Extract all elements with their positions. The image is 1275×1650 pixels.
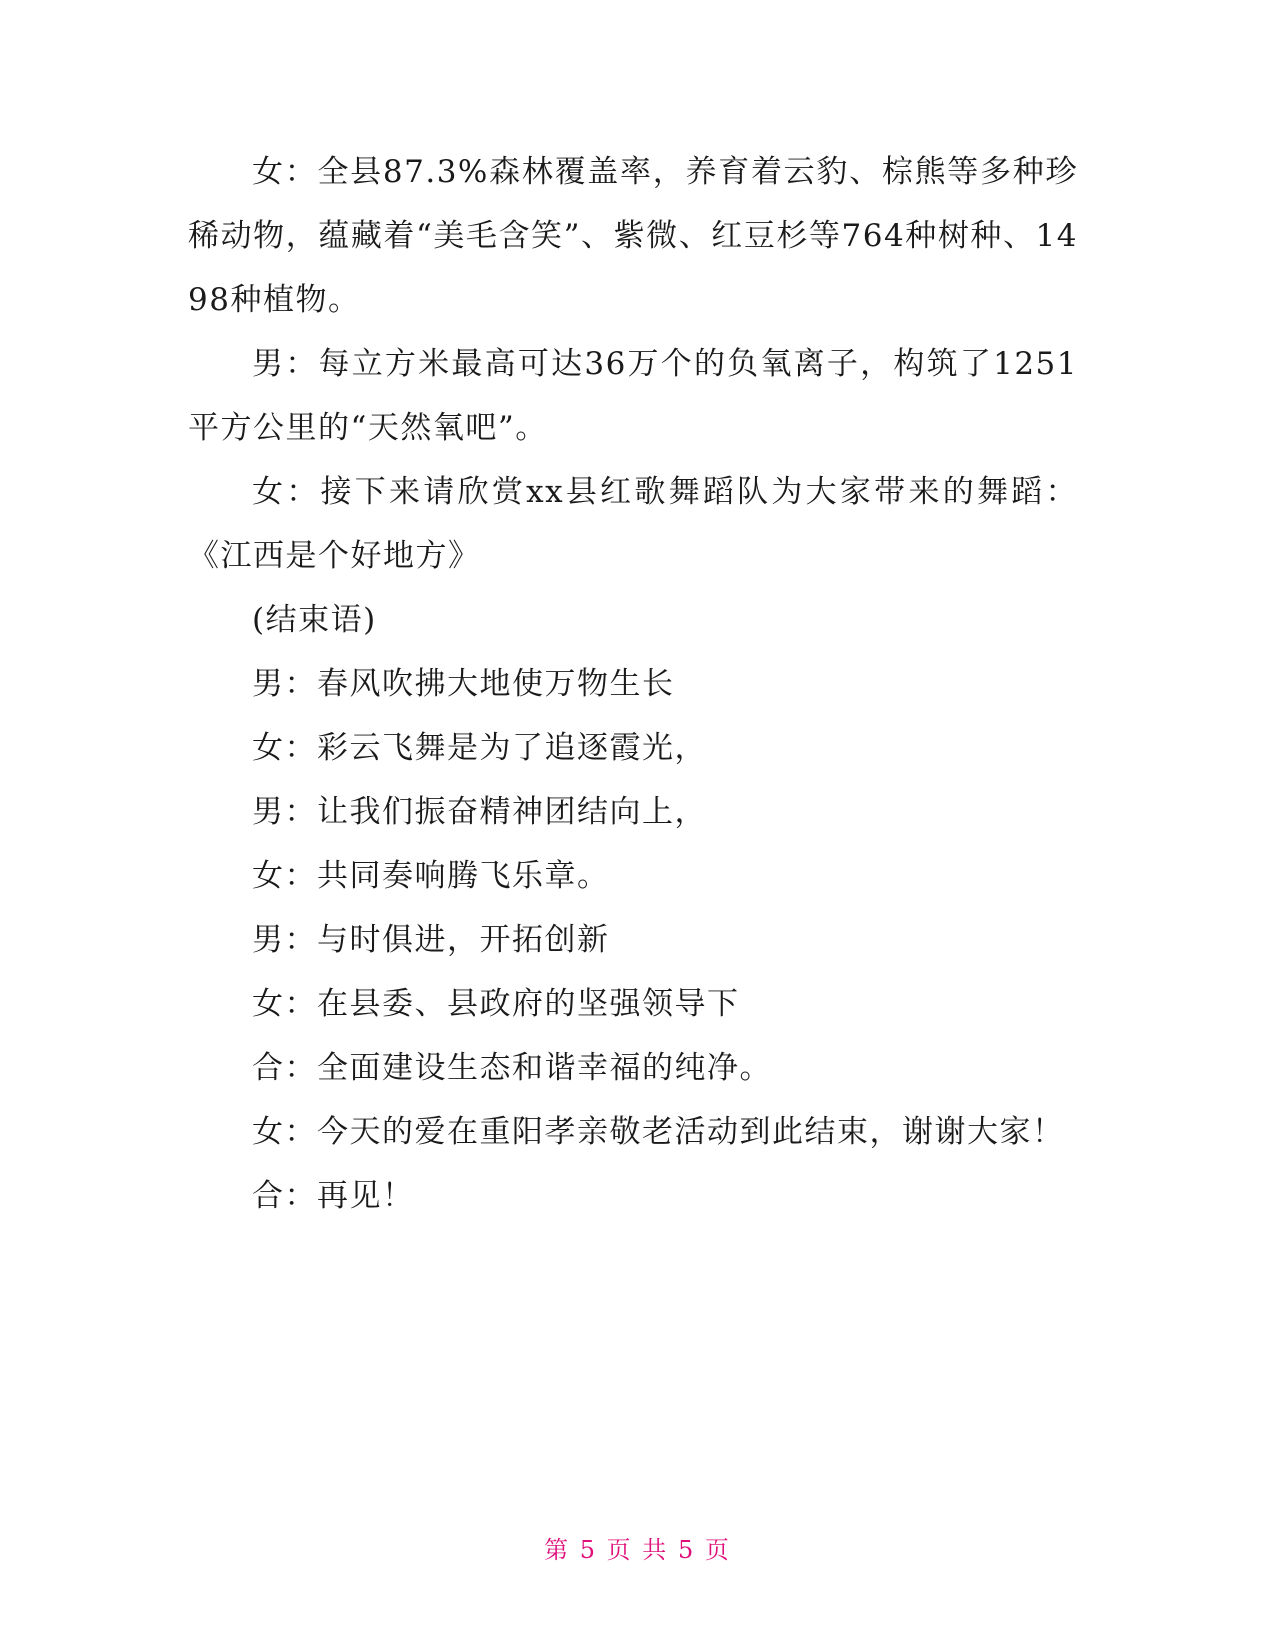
- paragraph-6: 女：彩云飞舞是为了追逐霞光，: [252, 730, 707, 766]
- paragraph-11: 合：全面建设生态和谐幸福的纯净。: [252, 1050, 772, 1086]
- page-number: 第 5 页 共 5 页: [544, 1536, 731, 1564]
- paragraph-1: 女：全县87.3%森林覆盖率，养育着云豹、棕熊等多种珍稀动物，蕴藏着“美毛含笑”、紫微、红豆杉等764种树种、1498种植物。: [188, 154, 1078, 318]
- paragraph-8: 女：共同奏响腾飞乐章。: [252, 858, 610, 894]
- paragraph-4: (结束语): [252, 602, 377, 638]
- paragraph-3: 女：接下来请欣赏xx县红歌舞蹈队为大家带来的舞蹈：《江西是个好地方》: [188, 474, 1078, 574]
- paragraph-7: 男：让我们振奋精神团结向上，: [252, 794, 707, 830]
- page-footer: [0, 1530, 1275, 1565]
- document-body: [188, 140, 1078, 1228]
- paragraph-9: 男：与时俱进，开拓创新: [252, 922, 610, 958]
- paragraph-12: 女：今天的爱在重阳孝亲敬老活动到此结束，谢谢大家！: [252, 1114, 1065, 1150]
- paragraph-10: 女：在县委、县政府的坚强领导下: [252, 986, 740, 1022]
- paragraph-2: 男：每立方米最高可达36万个的负氧离子，构筑了1251平方公里的“天然氧吧”。: [188, 346, 1078, 446]
- paragraph-13: 合：再见！: [252, 1178, 415, 1214]
- paragraph-5: 男：春风吹拂大地使万物生长: [252, 666, 675, 702]
